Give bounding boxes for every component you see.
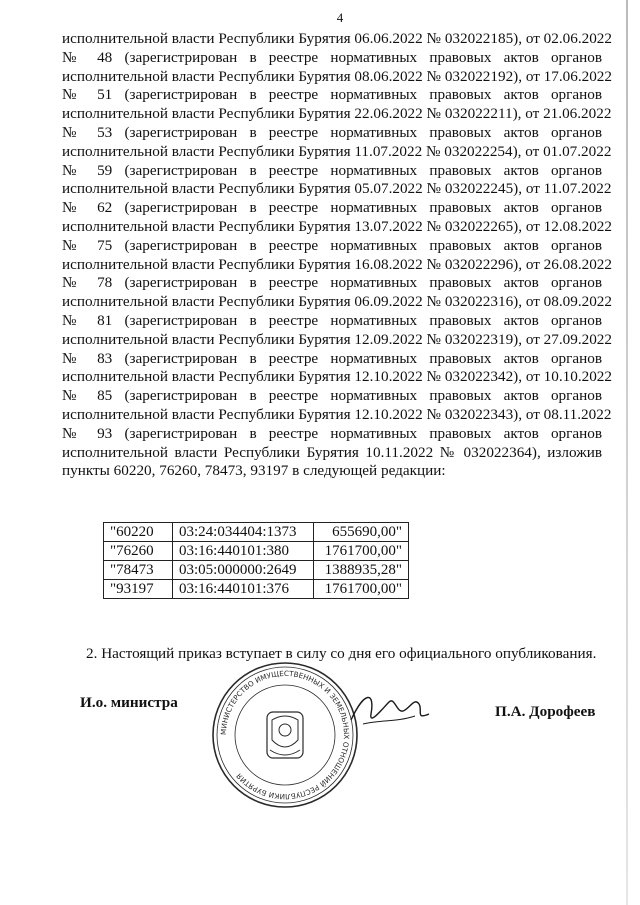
text-line: исполнительной власти Республики Бурятия 13.07.2022 № 032022265), от 12.08.2022 xyxy=(62,217,612,235)
text-line: № 85 (зарегистрирован в реестре нормативных правовых актов органов xyxy=(62,387,602,405)
row-number-cell: "76260 xyxy=(104,542,173,561)
cadastral-value-cell: 1761700,00" xyxy=(314,542,409,561)
cadastral-number-cell: 03:16:440101:376 xyxy=(173,580,314,599)
text-line: № 75 (зарегистрирован в реестре нормативных правовых актов органов xyxy=(62,236,602,254)
text-line: № 59 (зарегистрирован в реестре нормативных правовых актов органов xyxy=(62,161,602,179)
text-line: № 48 (зарегистрирован в реестре нормативных правовых актов органов xyxy=(62,48,602,66)
text-line: исполнительной власти Республики Бурятия 12.10.2022 № 032022342), от 10.10.2022 xyxy=(62,368,612,386)
cadastral-value-cell: 1761700,00" xyxy=(314,580,409,599)
cadastral-number-cell: 03:24:034404:1373 xyxy=(173,523,314,542)
text-line: № 83 (зарегистрирован в реестре нормативных правовых актов органов xyxy=(62,349,602,367)
cadastral-value-cell: 655690,00" xyxy=(314,523,409,542)
text-line: пункты 60220, 76260, 78473, 93197 в следующей редакции: xyxy=(62,462,446,480)
text-line: № 93 (зарегистрирован в реестре нормативных правовых актов органов xyxy=(62,424,602,442)
paragraph-2: 2. Настоящий приказ вступает в силу со дня его официального опубликования. xyxy=(86,645,597,662)
text-line: исполнительной власти Республики Бурятия 05.07.2022 № 032022245), от 11.07.2022 xyxy=(62,180,612,198)
seal-text: МИНИСТЕРСТВО ИМУЩЕСТВЕННЫХ И ЗЕМЕЛЬНЫХ ОТНОШЕНИЙ РЕСПУБЛИКИ БУРЯТИЯ xyxy=(218,668,352,802)
body-text xyxy=(62,30,612,481)
text-line: исполнительной власти Республики Бурятия 12.10.2022 № 032022343), от 08.11.2022 xyxy=(62,405,612,423)
text-line: № 81 (зарегистрирован в реестре нормативных правовых актов органов xyxy=(62,311,602,329)
text-line: исполнительной власти Республики Бурятия 16.08.2022 № 032022296), от 26.08.2022 xyxy=(62,255,612,273)
cadastral-value-cell: 1388935,28" xyxy=(314,561,409,580)
signer-title: И.о. министра xyxy=(80,694,178,711)
official-seal-icon xyxy=(210,660,360,810)
row-number-cell: "93197 xyxy=(104,580,173,599)
handwritten-signature-icon xyxy=(345,680,435,740)
table-row xyxy=(104,561,409,580)
text-line: исполнительной власти Республики Бурятия 06.06.2022 № 032022185), от 02.06.2022 xyxy=(62,30,612,47)
text-line: № 78 (зарегистрирован в реестре нормативных правовых актов органов xyxy=(62,274,602,292)
text-line: исполнительной власти Республики Бурятия 10.11.2022 № 032022364), изложив xyxy=(62,443,602,461)
text-line: № 53 (зарегистрирован в реестре нормативных правовых актов органов xyxy=(62,123,602,141)
table-row xyxy=(104,523,409,542)
cadastral-value-table xyxy=(103,522,409,599)
row-number-cell: "78473 xyxy=(104,561,173,580)
text-line: исполнительной власти Республики Бурятия 22.06.2022 № 032022211), от 21.06.2022 xyxy=(62,105,612,123)
signer-name: П.А. Дорофеев xyxy=(495,703,596,720)
cadastral-number-cell: 03:16:440101:380 xyxy=(173,542,314,561)
text-line: исполнительной власти Республики Бурятия 08.06.2022 № 032022192), от 17.06.2022 xyxy=(62,67,612,85)
text-line: исполнительной власти Республики Бурятия 11.07.2022 № 032022254), от 01.07.2022 xyxy=(62,142,612,160)
row-number-cell: "60220 xyxy=(104,523,173,542)
table-row xyxy=(104,580,409,599)
page-number: 4 xyxy=(336,10,344,25)
table-row xyxy=(104,542,409,561)
text-line: № 62 (зарегистрирован в реестре нормативных правовых актов органов xyxy=(62,199,602,217)
text-line: № 51 (зарегистрирован в реестре нормативных правовых актов органов xyxy=(62,86,602,104)
cadastral-number-cell: 03:05:000000:2649 xyxy=(173,561,314,580)
scan-edge xyxy=(626,0,628,905)
text-line: исполнительной власти Республики Бурятия 06.09.2022 № 032022316), от 08.09.2022 xyxy=(62,293,612,311)
text-line: исполнительной власти Республики Бурятия 12.09.2022 № 032022319), от 27.09.2022 xyxy=(62,330,612,348)
